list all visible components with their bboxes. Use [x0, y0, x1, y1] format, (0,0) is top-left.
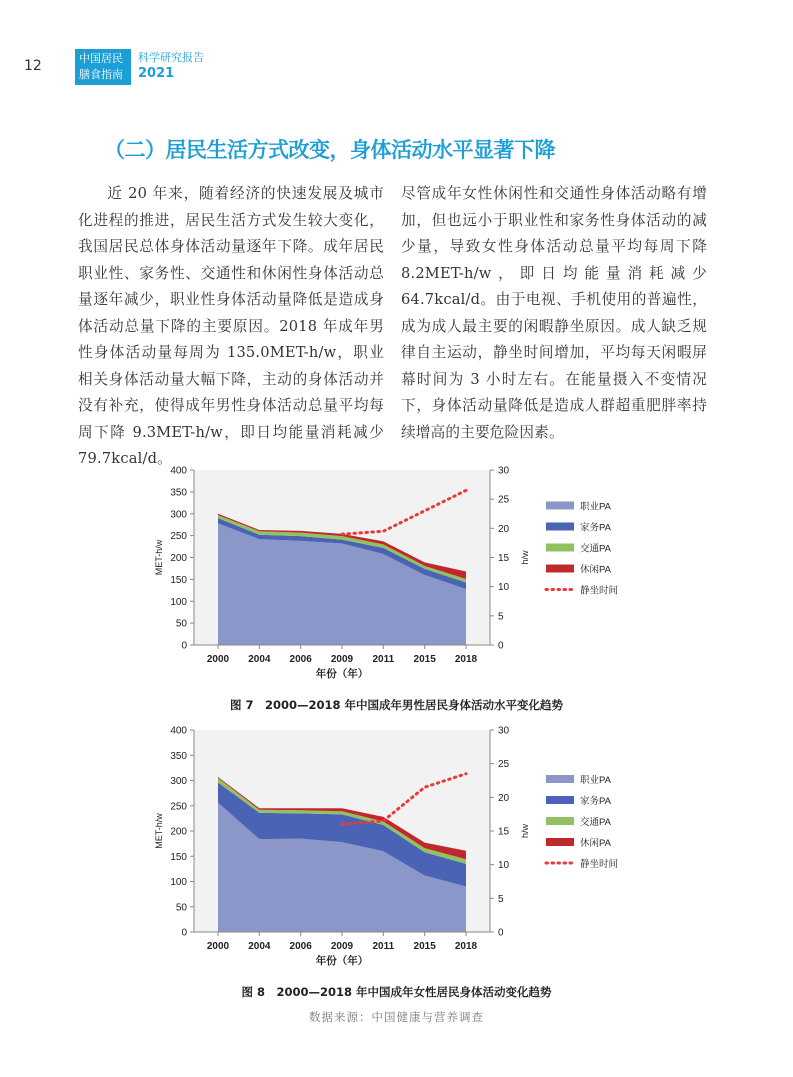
body-paragraph-right: 尽管成年女性休闲性和交通性身体活动略有增加，但也远小于职业性和家务性身体活动的减少量，导致女性身体活动总量平均每周下降 8.2MET-h/w，即日均能量消耗减少 64.7kcal/d。由于电视、手机使用的普遍性，成为成人最主要的闲暇静坐原因。成人缺乏规律自主运动，静坐时间增加，平均每天闲暇屏幕时间为 3 小时左右。在能量摄入不变情况下，身体活动量降低是造成人群超重肥胖率持续增高的主要危险因素。 — [401, 185, 707, 441]
figure-8-caption: 图 8 2000—2018 年中国成年女性居民身体活动变化趋势 — [241, 985, 552, 999]
y-tick-label: 100 — [170, 596, 187, 608]
y2-tick-label: 25 — [498, 494, 510, 506]
y-axis-label: MET-h/w — [154, 813, 164, 849]
y-tick-label: 50 — [175, 618, 187, 630]
y-tick-label: 250 — [170, 531, 187, 543]
y2-tick-label: 10 — [498, 582, 510, 594]
y-tick-label: 200 — [170, 553, 187, 564]
y-tick-label: 150 — [170, 851, 187, 863]
legend-label-occupational: 职业PA — [580, 501, 611, 513]
x-tick-label: 2018 — [454, 654, 478, 665]
page-number: 12 — [24, 58, 42, 74]
legend-label-occupational: 职业PA — [580, 775, 611, 786]
y2-tick-label: 25 — [498, 759, 510, 771]
brand-logo — [75, 49, 131, 85]
y-tick-label: 350 — [170, 487, 187, 499]
y-tick-label: 250 — [170, 801, 187, 813]
y2-tick-label: 0 — [498, 640, 504, 652]
chart-male-activity — [150, 462, 650, 687]
legend-swatch-transport — [546, 544, 574, 552]
legend-label-sedentary: 静坐时间 — [580, 585, 619, 597]
data-source-footer: 数据来源：中国健康与营养调查 — [309, 1010, 484, 1024]
y-tick-label: 100 — [170, 877, 187, 888]
legend-label-household: 家务PA — [580, 796, 611, 807]
y2-tick-label: 30 — [498, 465, 510, 477]
y-tick-label: 50 — [175, 902, 187, 914]
x-axis-label: 年份（年） — [315, 668, 369, 680]
y-tick-label: 150 — [170, 574, 187, 586]
body-column-left — [78, 181, 384, 473]
report-year: 2021 — [138, 66, 175, 81]
legend-swatch-leisure — [546, 565, 574, 573]
x-tick-label: 2015 — [413, 941, 436, 952]
legend-label-transport: 交通PA — [580, 543, 611, 555]
x-tick-label: 2006 — [289, 941, 312, 952]
x-tick-label: 2011 — [372, 654, 395, 665]
legend-swatch-household — [546, 523, 574, 531]
legend-label-transport: 交通PA — [580, 817, 611, 828]
y2-tick-label: 15 — [498, 826, 510, 838]
y-tick-label: 0 — [181, 927, 187, 939]
x-tick-label: 2004 — [248, 654, 271, 665]
y-tick-label: 400 — [170, 725, 187, 737]
x-tick-label: 2004 — [248, 941, 271, 952]
report-title: 科学研究报告 — [138, 51, 204, 64]
legend-label-leisure: 休闲PA — [580, 564, 611, 576]
legend-label-leisure: 休闲PA — [580, 838, 611, 849]
section-heading: （二）居民生活方式改变，身体活动水平显著下降 — [104, 138, 555, 162]
x-tick-label: 2018 — [454, 941, 478, 952]
y2-tick-label: 5 — [498, 893, 504, 905]
x-axis-label: 年份（年） — [315, 955, 369, 967]
x-tick-label: 2011 — [372, 941, 395, 952]
y-tick-label: 300 — [170, 509, 187, 521]
report-label — [138, 50, 204, 82]
legend-swatch-transport — [546, 817, 574, 825]
x-tick-label: 2015 — [413, 654, 436, 665]
legend-swatch-occupational — [546, 775, 574, 783]
y-tick-label: 400 — [170, 465, 187, 477]
body-column-right — [401, 181, 707, 446]
legend-label-household: 家务PA — [580, 522, 611, 534]
y-axis-label: MET-h/w — [154, 539, 164, 576]
y-tick-label: 200 — [170, 826, 187, 838]
chart-female-activity — [150, 722, 650, 972]
y2-axis-label: h/w — [520, 823, 530, 839]
x-tick-label: 2000 — [206, 654, 230, 665]
y2-tick-label: 15 — [498, 553, 510, 564]
brand-line-1: 中国居民 — [79, 52, 123, 65]
body-paragraph-left: 近 20 年来，随着经济的快速发展及城市化进程的推进，居民生活方式发生较大变化，我国居民总体身体活动量逐年下降。成年居民职业性、家务性、交通性和休闲性身体活动总量逐年减少，职业性身体活动量降低是造成身体活动总量下降的主要原因。2018 年成年男性身体活动量每周为 135.0MET-h/w，职业相关身体活动量大幅下降，主动的身体活动并没有补充，使得成年男性身体活动总量平均每周下降 9.3MET-h/w，即日均能量消耗减少 79.7kcal/d。 — [78, 185, 384, 467]
y-tick-label: 300 — [170, 776, 187, 787]
y-tick-label: 0 — [181, 640, 187, 652]
legend-label-sedentary: 静坐时间 — [580, 859, 619, 870]
y2-tick-label: 10 — [498, 860, 510, 872]
y2-tick-label: 5 — [498, 611, 504, 623]
y2-tick-label: 0 — [498, 927, 504, 939]
y2-axis-label: h/w — [520, 550, 530, 565]
legend-swatch-occupational — [546, 502, 574, 510]
x-tick-label: 2009 — [330, 654, 354, 665]
y2-tick-label: 20 — [498, 792, 510, 804]
x-tick-label: 2006 — [289, 654, 312, 665]
legend-swatch-leisure — [546, 838, 574, 846]
brand-line-2: 膳食指南 — [79, 68, 123, 81]
x-tick-label: 2009 — [330, 941, 354, 952]
y2-tick-label: 30 — [498, 725, 510, 737]
x-tick-label: 2000 — [206, 941, 230, 952]
legend-swatch-household — [546, 796, 574, 804]
y-tick-label: 350 — [170, 750, 187, 762]
y2-tick-label: 20 — [498, 523, 510, 535]
figure-7-caption: 图 7 2000—2018 年中国成年男性居民身体活动水平变化趋势 — [229, 698, 564, 712]
